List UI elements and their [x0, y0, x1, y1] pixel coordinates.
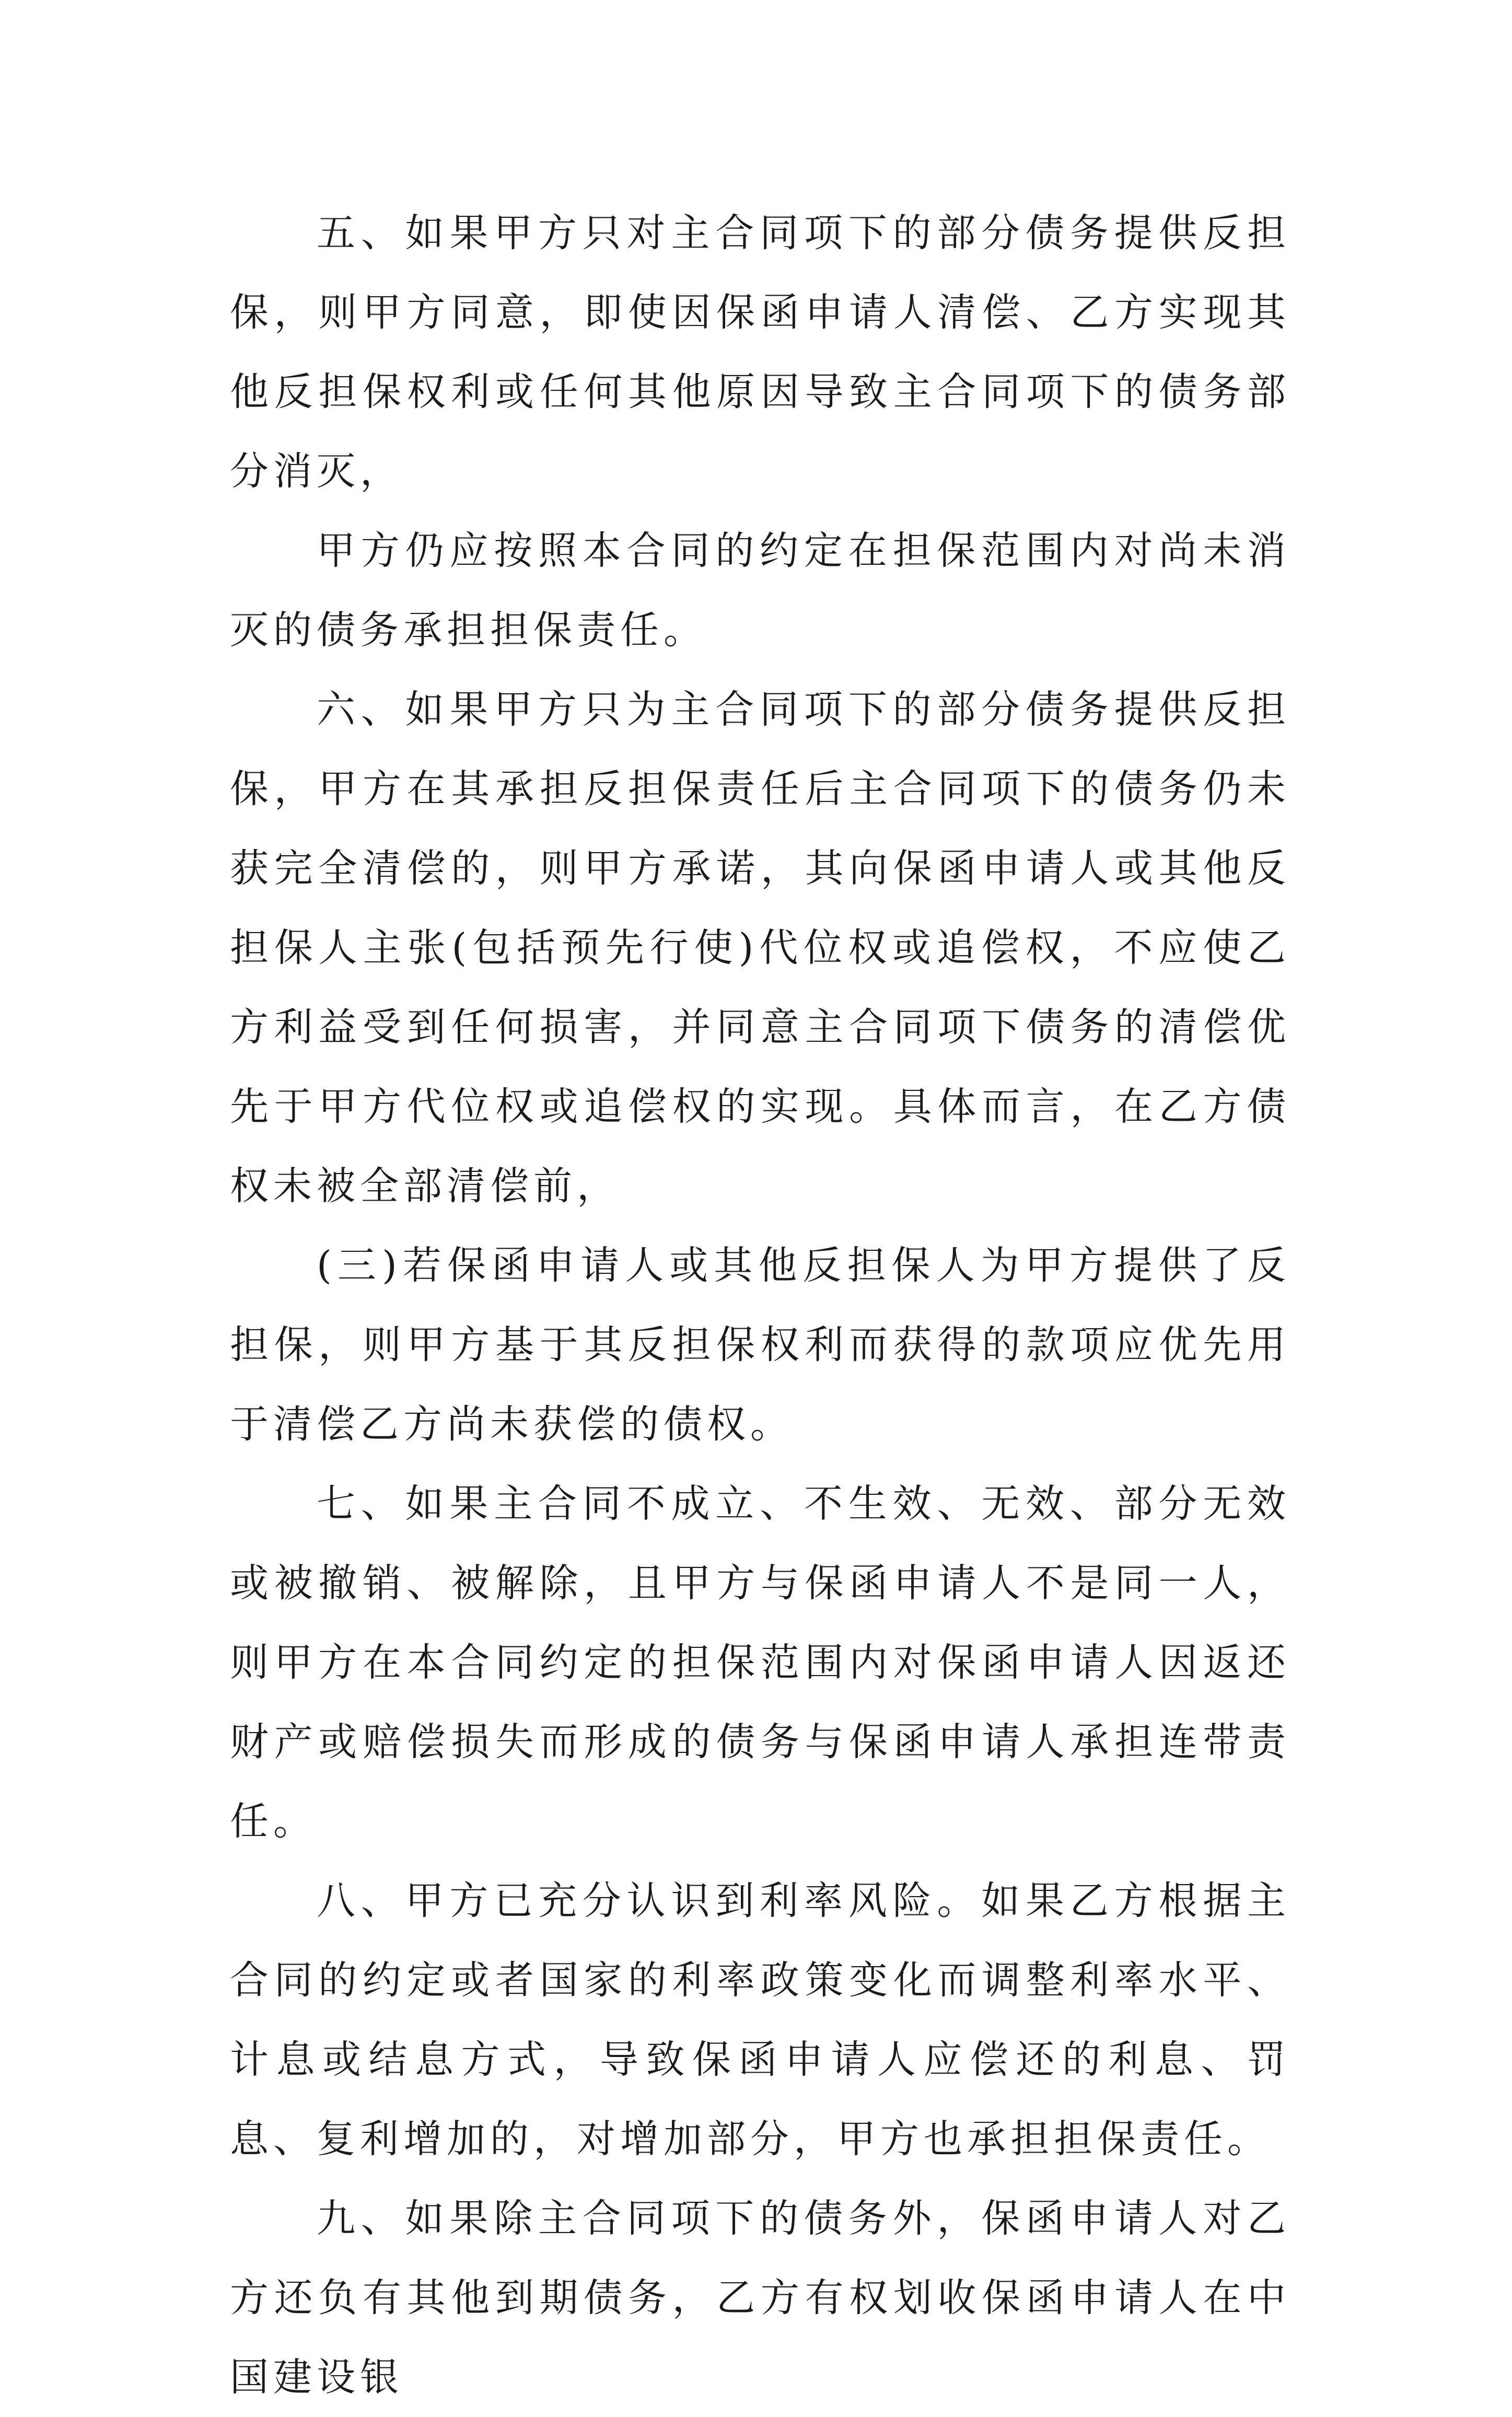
- clause-5-continuation-paragraph: 甲方仍应按照本合同的约定在担保范围内对尚未消灭的债务承担担保责任。: [230, 528, 1290, 653]
- contract-body: [230, 193, 1290, 2417]
- clause-9-paragraph: 九、如果除主合同项下的债务外，保函申请人对乙方还负有其他到期债务，乙方有权划收保函申请人在中国建设银: [230, 2196, 1290, 2400]
- clause-8-paragraph: 八、甲方已充分认识到利率风险。如果乙方根据主合同的约定或者国家的利率政策变化而调整利率水平、计息或结息方式，导致保函申请人应偿还的利息、罚息、复利增加的，对增加部分，甲方也承担担保责任。: [230, 1878, 1290, 2162]
- clause-7-paragraph: 七、如果主合同不成立、不生效、无效、部分无效或被撤销、被解除，且甲方与保函申请人不是同一人，则甲方在本合同约定的担保范围内对保函申请人因返还财产或赔偿损失而形成的债务与保函申请人承担连带责任。: [230, 1481, 1290, 1844]
- clause-6-item-3-paragraph: (三)若保函申请人或其他反担保人为甲方提供了反担保，则甲方基于其反担保权利而获得的款项应优先用于清偿乙方尚未获偿的债权。: [230, 1243, 1290, 1447]
- clause-5-paragraph: 五、如果甲方只对主合同项下的部分债务提供反担保，则甲方同意，即使因保函申请人清偿、乙方实现其他反担保权利或任何其他原因导致主合同项下的债务部分消灭，: [230, 211, 1290, 494]
- clause-6-paragraph: 六、如果甲方只为主合同项下的部分债务提供反担保，甲方在其承担反担保责任后主合同项下的债务仍未获完全清偿的，则甲方承诺，其向保函申请人或其他反担保人主张(包括预先行使)代位权或追偿权，不应使乙方利益受到任何损害，并同意主合同项下债务的清偿优先于甲方代位权或追偿权的实现。具体而言，在乙方债权未被全部清偿前，: [230, 687, 1290, 1208]
